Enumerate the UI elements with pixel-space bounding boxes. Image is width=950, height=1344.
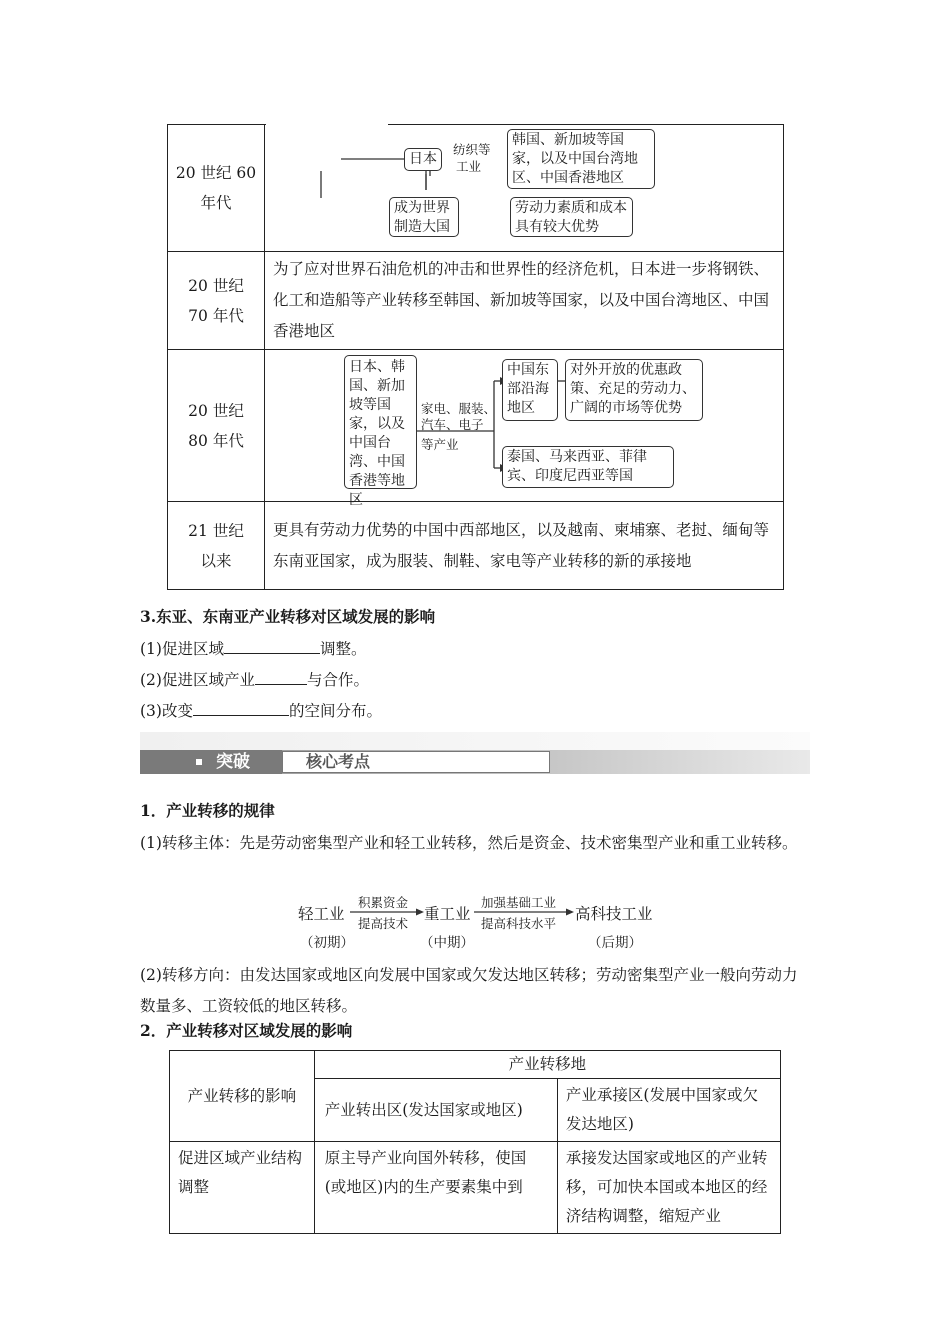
header-outflow-region: 产业转出区(发达国家或地区) — [314, 1079, 557, 1142]
row1-outflow: 原主导产业向国外转移，使国(或地区)内的生产要素集中到 — [314, 1142, 557, 1234]
blank2-line[interactable] — [255, 668, 307, 685]
fill-blank-1 — [140, 637, 366, 659]
point1-paragraph-1: (1)转移主体：先是劳动密集型产业和轻工业转移，然后是资金、技术密集型产业和重工业转移。 — [140, 834, 798, 852]
stage-late-note: （后期） — [588, 935, 642, 951]
source-box-1980s — [344, 355, 417, 508]
blank3-prefix: (3)改变 — [140, 702, 193, 720]
arrow2-top-label: 加强基础工业 — [481, 895, 557, 910]
point2-heading: 2．产业转移对区域发展的影响 — [140, 1021, 353, 1040]
fill-blank-2 — [140, 668, 369, 690]
transfer-stage-flow — [298, 893, 658, 949]
point1-heading: 1．产业转移的规律 — [140, 801, 275, 820]
blank1-prefix: (1)促进区域 — [140, 640, 224, 658]
header-inflow-region: 产业承接区(发展中国家或欠发达地区) — [557, 1079, 780, 1142]
world-manufacturer-box — [389, 197, 459, 237]
labor-advantage-label: 劳动力素质和成本具有较大优势 — [515, 200, 627, 235]
era-1960s: 20 世纪 60 年代 — [168, 125, 265, 252]
text-1970s: 为了应对世界石油危机的冲击和世界性的经济危机，日本进一步将钢铁、化工和造船等产业转移至韩国、新加坡等国家，以及中国台湾地区、中国香港地区 — [265, 252, 784, 350]
era-21st-century: 21 世纪 以来 — [168, 502, 265, 590]
blank3-suffix: 的空间分布。 — [288, 702, 382, 720]
square-bullet-icon — [196, 759, 202, 765]
japan-box — [404, 148, 442, 171]
diagram-1960s-cell — [265, 125, 784, 252]
section3-heading: 3.东亚、东南亚产业转移对区域发展的影响 — [140, 607, 436, 626]
blank1-line[interactable] — [224, 637, 320, 654]
stage-heavy-industry: 重工业 — [424, 905, 471, 923]
world-manufacturer-label: 成为世界制造大国 — [394, 200, 450, 235]
point1-paragraph-2: (2)转移方向：由发达国家或地区向发展中国家或欠发达地区转移；劳动密集型产业一般向劳动力数量多、工资较低的地区转移。 — [140, 966, 798, 1015]
china-east-label: 中国东部沿海地区 — [507, 362, 549, 416]
stage-high-tech-industry: 高科技工业 — [575, 905, 653, 923]
diagram-1980s-cell — [265, 350, 784, 508]
row1-impact: 促进区域产业结构调整 — [170, 1142, 315, 1234]
destination-box-1960s — [507, 129, 655, 189]
era-1970s: 20 世纪 70 年代 — [168, 252, 265, 350]
southeast-asia-label: 泰国、马来西亚、菲律宾、印度尼西亚等国 — [507, 449, 647, 484]
arrow-label-appliances: 家电、服装、 — [421, 401, 497, 416]
header-impact: 产业转移的影响 — [170, 1051, 315, 1142]
southeast-asia-box — [502, 446, 674, 488]
text-21st-century: 更具有劳动力优势的中国中西部地区，以及越南、柬埔寨、老挝、缅甸等东南亚国家，成为服装、制鞋、家电等产业转移的新的承接地 — [265, 502, 784, 590]
blank3-line[interactable] — [193, 699, 289, 716]
arrow-label-industry: 工业 — [456, 159, 482, 174]
destination-label: 韩国、新加坡等国家，以及中国台湾地区、中国香港地区 — [512, 132, 638, 186]
header-transfer-area: 产业转移地 — [314, 1051, 780, 1079]
arrow-label-auto: 汽车、电子 — [421, 417, 484, 432]
fill-blank-3 — [140, 699, 382, 721]
china-advantage-label: 对外开放的优惠政策、充足的劳动力、广阔的市场等优势 — [570, 362, 696, 416]
china-east-box — [502, 359, 558, 421]
labor-advantage-box — [510, 197, 633, 237]
section-banner — [140, 750, 810, 774]
source-label: 日本、韩国、新加坡等国家，以及中国台湾、中国香港等地区 — [349, 359, 405, 508]
era-1980s: 20 世纪 80 年代 — [168, 350, 265, 502]
impact-table — [169, 1050, 781, 1234]
arrow1-bottom-label: 提高技术 — [358, 916, 409, 931]
stage-early-note: （初期） — [300, 935, 354, 951]
blank2-suffix: 与合作。 — [306, 671, 369, 689]
arrow1-top-label: 积累资金 — [358, 895, 409, 910]
japan-label: 日本 — [409, 151, 437, 167]
stage-light-industry: 轻工业 — [298, 905, 345, 923]
industry-transfer-history-table — [167, 124, 784, 590]
arrow-label-etc: 等产业 — [421, 437, 459, 452]
banner-core-topics: 核心考点 — [306, 752, 371, 771]
blank2-prefix: (2)促进区域产业 — [140, 671, 255, 689]
banner-breakthrough: 突破 — [216, 752, 250, 772]
arrow-label-textile: 纺织等 — [453, 142, 491, 157]
row1-inflow: 承接发达国家或地区的产业转移，可加快本国或本地区的经济结构调整，缩短产业 — [557, 1142, 780, 1234]
arrow2-bottom-label: 提高科技水平 — [481, 916, 557, 931]
stage-middle-note: （中期） — [420, 935, 474, 951]
blank1-suffix: 调整。 — [319, 640, 367, 658]
china-advantage-box — [565, 359, 703, 421]
